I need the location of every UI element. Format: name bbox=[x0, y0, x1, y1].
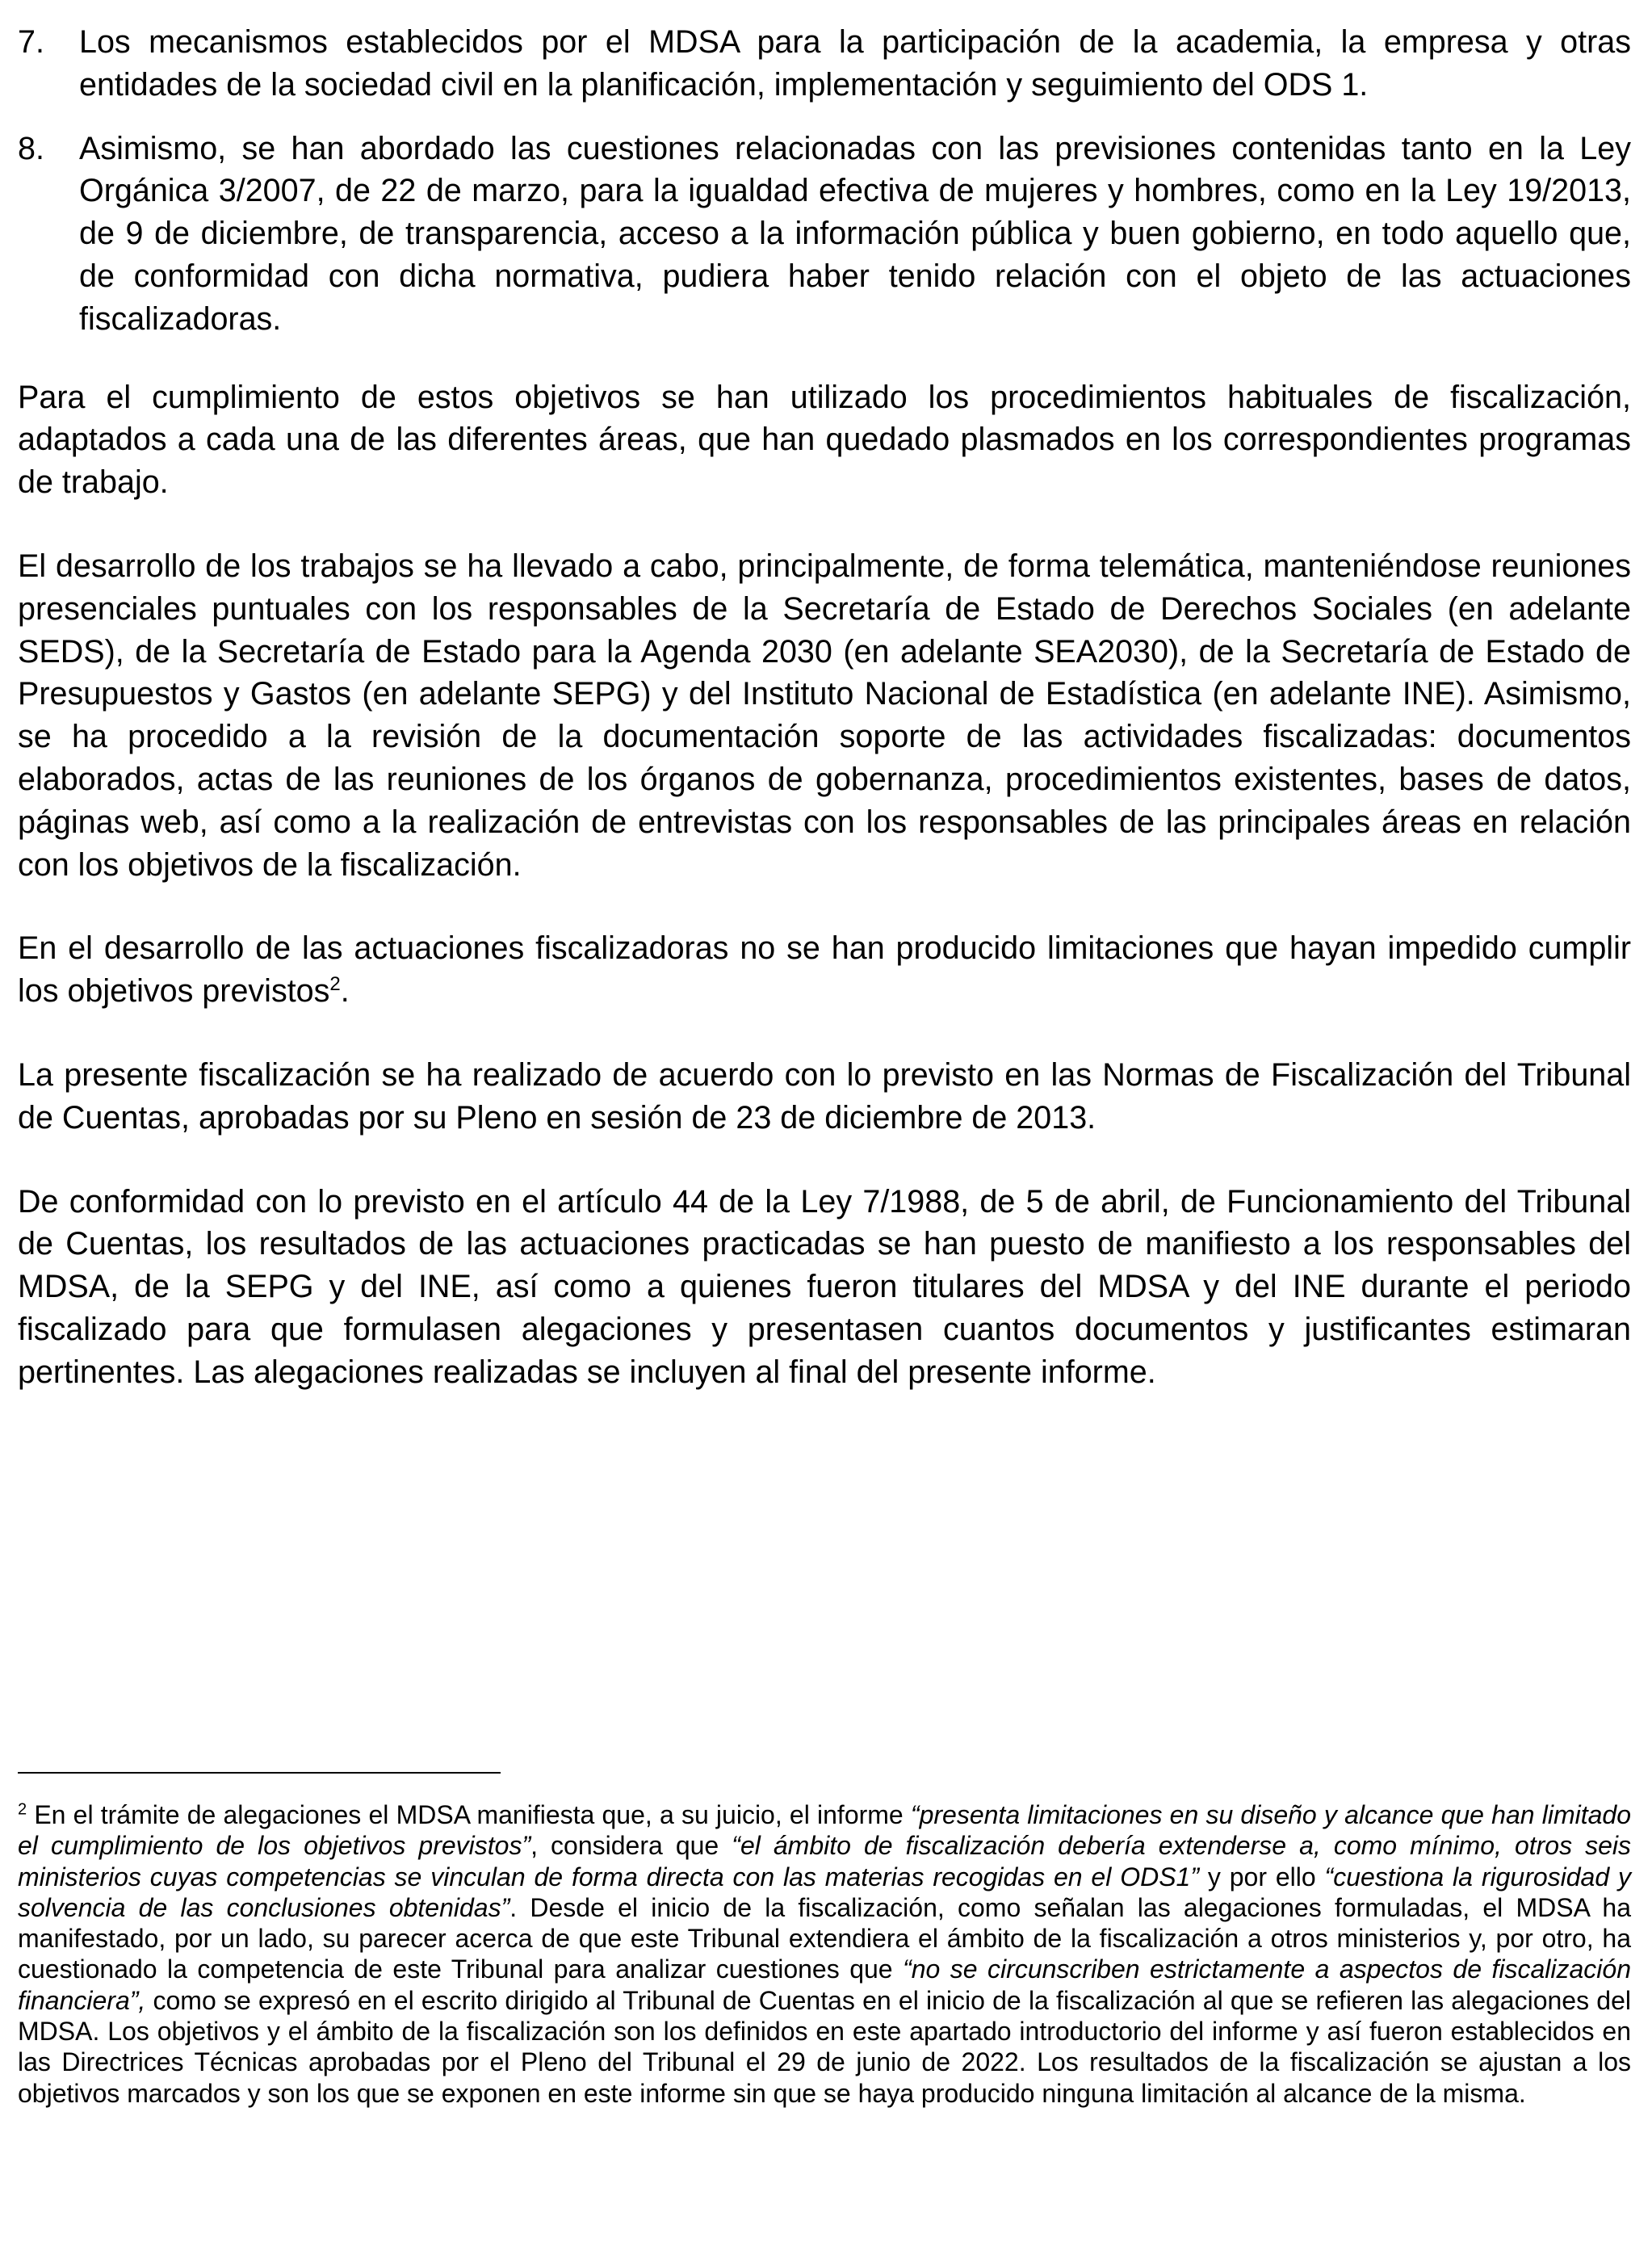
paragraph-allegations: De conformidad con lo previsto en el artículo 44 de la Ley 7/1988, de 5 de abril, de Funcionamiento del Tribunal de Cuentas, los resultados de las actuaciones practicadas se han puesto de manifiesto a los responsables del MDSA, de la SEPG y del INE, así como a quienes fueron titulares del MDSA y del INE durante el periodo fiscalizado para que formulasen alegaciones y presentasen cuantos documentos y justificantes estimaran pertinentes. Las alegaciones realizadas se incluyen al final del presente informe. bbox=[18, 1183, 1631, 1390]
list-item-8 bbox=[18, 128, 1631, 341]
list-number: 8. bbox=[18, 130, 44, 166]
list-text: Los mecanismos establecidos por el MDSA para la participación de la academia, la empresa y otras entidades de la sociedad civil en la planificación, implementación y seguimiento del ODS 1. bbox=[79, 24, 1631, 103]
main-text bbox=[18, 21, 1631, 1435]
list-item-7 bbox=[18, 21, 1631, 107]
footnote-separator bbox=[18, 1772, 501, 1774]
footnote-text: . Desde el inicio de la fiscalización, como señalan las alegaciones formuladas, el MDSA ha manifestado, por un lado, su parecer acerca de que este Tribunal extendiera el ámbito de la fiscalización a otros ministerios y, por otro, ha cuestionado la competencia de este Tribunal para analizar cuestiones que bbox=[18, 1892, 1632, 1984]
footnote-text: como se expresó en el escrito dirigido al Tribunal de Cuentas en el inicio de la fiscalización al que se refieren las alegaciones del MDSA. Los objetivos y el ámbito de la fiscalización son los definidos en este apartado introductorio del informe y así fueron establecidos en las Directrices Técnicas aprobadas por el Pleno del Tribunal el 29 de junio de 2022. Los resultados de la fiscalización se ajustan a los objetivos marcados y son los que se exponen en este informe sin que se haya producido ninguna limitación al alcance de la misma. bbox=[18, 1985, 1631, 2108]
paragraph-procedures: Para el cumplimiento de estos objetivos se han utilizado los procedimientos habituales de fiscalización, adaptados a cada una de las diferentes áreas, que han quedado plasmados en los correspondientes programas de trabajo. bbox=[18, 379, 1631, 501]
footnote-quote: “presenta limitaciones en su diseño y alcance que han limitado el cumplimiento de los objetivos previstos” bbox=[18, 1800, 1632, 1861]
paragraph-limitations bbox=[18, 927, 1631, 1013]
paragraph-standards: La presente fiscalización se ha realizado de acuerdo con lo previsto en las Normas de Fiscalización del Tribunal de Cuentas, aprobadas por su Pleno en sesión de 23 de diciembre de 2013. bbox=[18, 1056, 1631, 1136]
footnote-text: En el trámite de alegaciones el MDSA manifiesta que, a su juicio, el informe bbox=[27, 1800, 911, 1829]
limitations-end: . bbox=[340, 973, 350, 1010]
footnote-number: 2 bbox=[18, 1800, 27, 1819]
list-number: 7. bbox=[18, 24, 44, 60]
footnote-text: , considera que bbox=[530, 1831, 732, 1861]
footnote-text: y por ello bbox=[1199, 1862, 1325, 1891]
footnote-reference[interactable]: 2 bbox=[329, 972, 341, 995]
footnote-quote: “el ámbito de fiscalización debería extenderse a, como mínimo, otros seis ministerios cuyas competencias se vinculan de forma directa con las materias recogidas en el ODS1” bbox=[18, 1831, 1632, 1891]
paragraph-development: El desarrollo de los trabajos se ha llevado a cabo, principalmente, de forma telemática, manteniéndose reuniones presenciales puntuales con los responsables de la Secretaría de Estado de Derechos Sociales (en adelante SEDS), de la Secretaría de Estado para la Agenda 2030 (en adelante SEA2030), de la Secretaría de Estado de Presupuestos y Gastos (en adelante SEPG) y del Instituto Nacional de Estadística (en adelante INE). Asimismo, se ha procedido a la revisión de la documentación soporte de las actividades fiscalizadas: documentos elaborados, actas de las reuniones de los órganos de gobernanza, procedimientos existentes, bases de datos, páginas web, así como a la realización de entrevistas con los responsables de las principales áreas en relación con los objetivos de la fiscalización. bbox=[18, 548, 1631, 883]
list-text: Asimismo, se han abordado las cuestiones relacionadas con las previsiones contenidas tanto en la Ley Orgánica 3/2007, de 22 de marzo, para la igualdad efectiva de mujeres y hombres, como en la Ley 19/2013, de 9 de diciembre, de transparencia, acceso a la información pública y buen gobierno, en todo aquello que, de conformidad con dicha normativa, pudiera haber tenido relación con el objeto de las actuaciones fiscalizadoras. bbox=[79, 130, 1631, 337]
limitations-text: En el desarrollo de las actuaciones fiscalizadoras no se han producido limitaciones que hayan impedido cumplir los objetivos previstos bbox=[18, 930, 1631, 1010]
footnote-quote: “no se circunscriben estrictamente a aspectos de fiscalización financiera”, bbox=[18, 1954, 1632, 2015]
footnote-quote: “cuestiona la rigurosidad y solvencia de las conclusiones obtenidas” bbox=[18, 1862, 1632, 1922]
footnote-2 bbox=[18, 1799, 1631, 2109]
